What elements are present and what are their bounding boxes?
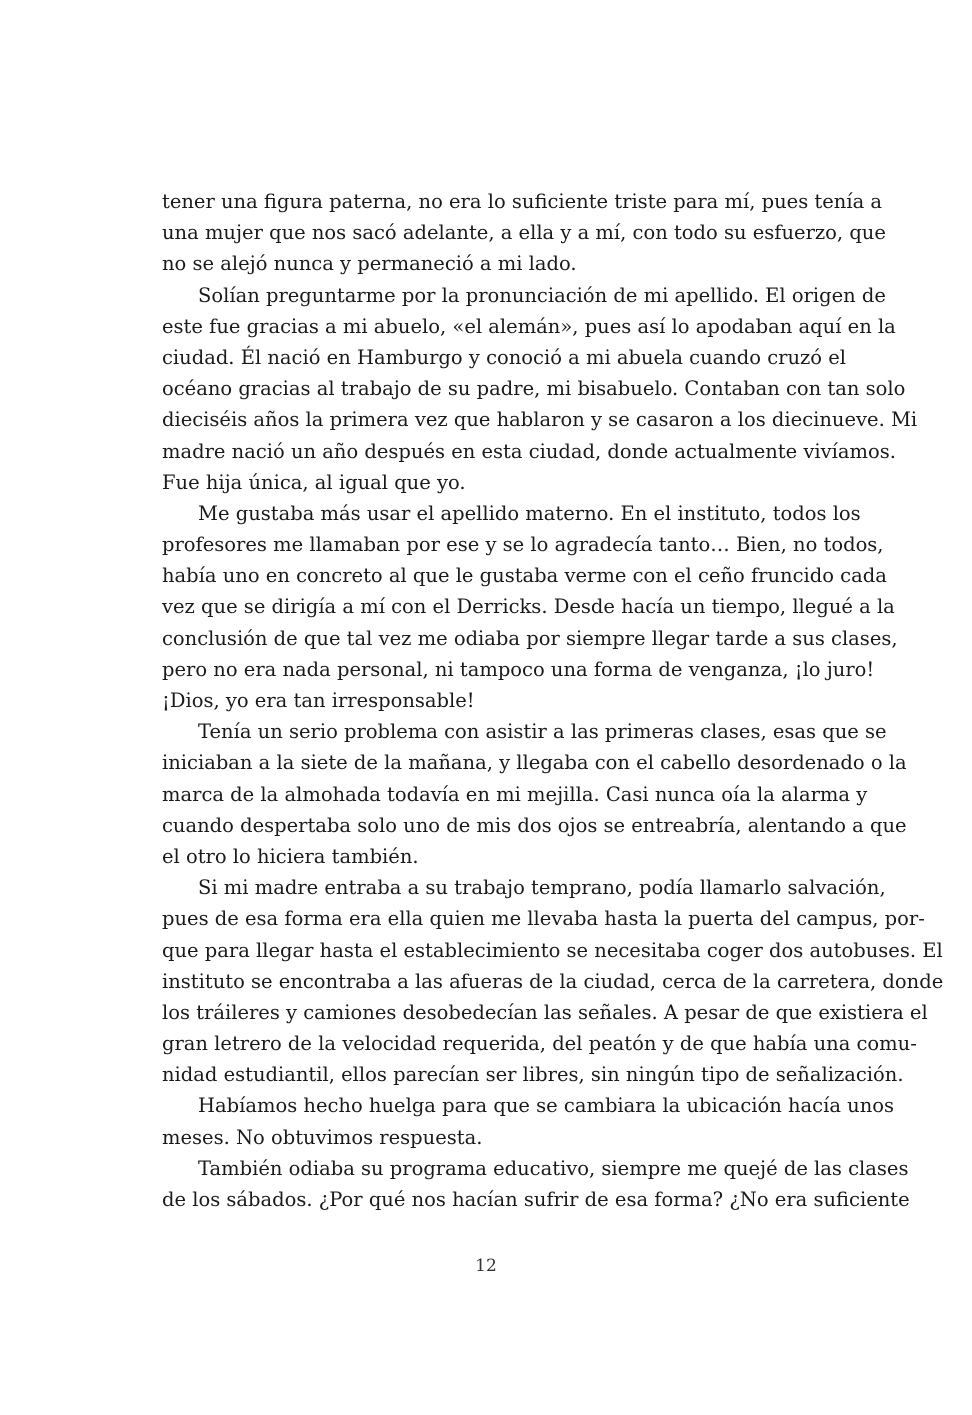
paragraph xyxy=(162,280,918,498)
text-line: este fue gracias a mi abuelo, «el alemán», pues así lo apodaban aquí en la xyxy=(162,314,896,338)
text-line: Habíamos hecho huelga para que se cambiara la ubicación hacía unos xyxy=(198,1094,895,1118)
paragraph xyxy=(162,872,944,1090)
text-line: el otro lo hiciera también. xyxy=(162,844,419,868)
text-line: marca de la almohada todavía en mi mejilla. Casi nunca oía la alarma y xyxy=(162,782,868,806)
text-line: nidad estudiantil, ellos parecían ser libres, sin ningún tipo de señalización. xyxy=(162,1063,904,1087)
text-line: ciudad. Él nació en Hamburgo y conoció a mi abuela cuando cruzó el xyxy=(162,345,847,369)
text-line: océano gracias al trabajo de su padre, mi bisabuelo. Contaban con tan solo xyxy=(162,377,906,401)
text-line: dieciséis años la primera vez que hablaron y se casaron a los diecinueve. Mi xyxy=(162,408,918,432)
text-line: tener una figura paterna, no era lo suficiente triste para mí, pues tenía a xyxy=(162,190,883,213)
paragraph xyxy=(162,498,898,716)
text-line: Fue hija única, al igual que yo. xyxy=(162,470,466,494)
text-line: Solían preguntarme por la pronunciación de mi apellido. El origen de xyxy=(198,283,886,307)
paragraph xyxy=(162,186,886,280)
text-line: profesores me llamaban por ese y se lo agradecía tanto… Bien, no todos, xyxy=(162,533,884,557)
page-number: 12 xyxy=(475,1256,497,1276)
paragraph xyxy=(162,1090,895,1152)
text-line: Me gustaba más usar el apellido materno. En el instituto, todos los xyxy=(198,501,861,525)
text-line: meses. No obtuvimos respuesta. xyxy=(162,1125,483,1149)
text-line: una mujer que nos sacó adelante, a ella y a mí, con todo su esfuerzo, que xyxy=(162,221,886,245)
text-line: instituto se encontraba a las afueras de la ciudad, cerca de la carretera, donde xyxy=(162,969,944,993)
text-line: los tráileres y camiones desobedecían las señales. A pesar de que existiera el xyxy=(162,1000,928,1024)
text-line: había uno en concreto al que le gustaba verme con el ceño fruncido cada xyxy=(162,564,887,588)
text-line: pero no era nada personal, ni tampoco una forma de venganza, ¡lo juro! xyxy=(162,657,875,681)
text-line: pues de esa forma era ella quien me llevaba hasta la puerta del campus, por- xyxy=(162,907,925,931)
text-line: gran letrero de la velocidad requerida, del peatón y de que había una comu- xyxy=(162,1032,917,1056)
page-body-text xyxy=(162,186,944,1215)
text-line: que para llegar hasta el establecimiento se necesitaba coger dos autobuses. El xyxy=(162,938,943,962)
text-line: También odiaba su programa educativo, siempre me quejé de las clases xyxy=(198,1156,909,1180)
paragraph xyxy=(162,716,907,872)
paragraph xyxy=(162,1153,910,1215)
text-line: ¡Dios, yo era tan irresponsable! xyxy=(162,689,475,712)
text-line: no se alejó nunca y permaneció a mi lado. xyxy=(162,252,577,276)
text-line: madre nació un año después en esta ciudad, donde actualmente vivíamos. xyxy=(162,439,896,463)
text-line: conclusión de que tal vez me odiaba por siempre llegar tarde a sus clases, xyxy=(162,626,898,650)
text-line: de los sábados. ¿Por qué nos hacían sufrir de esa forma? ¿No era suficiente xyxy=(162,1188,910,1211)
text-line: cuando despertaba solo uno de mis dos ojos se entreabría, alentando a que xyxy=(162,813,907,837)
text-line: iniciaban a la siete de la mañana, y llegaba con el cabello desordenado o la xyxy=(162,751,907,775)
text-line: Si mi madre entraba a su trabajo temprano, podía llamarlo salvación, xyxy=(198,876,886,900)
text-line: Tenía un serio problema con asistir a las primeras clases, esas que se xyxy=(198,720,887,744)
text-line: vez que se dirigía a mí con el Derricks. Desde hacía un tiempo, llegué a la xyxy=(162,595,895,619)
